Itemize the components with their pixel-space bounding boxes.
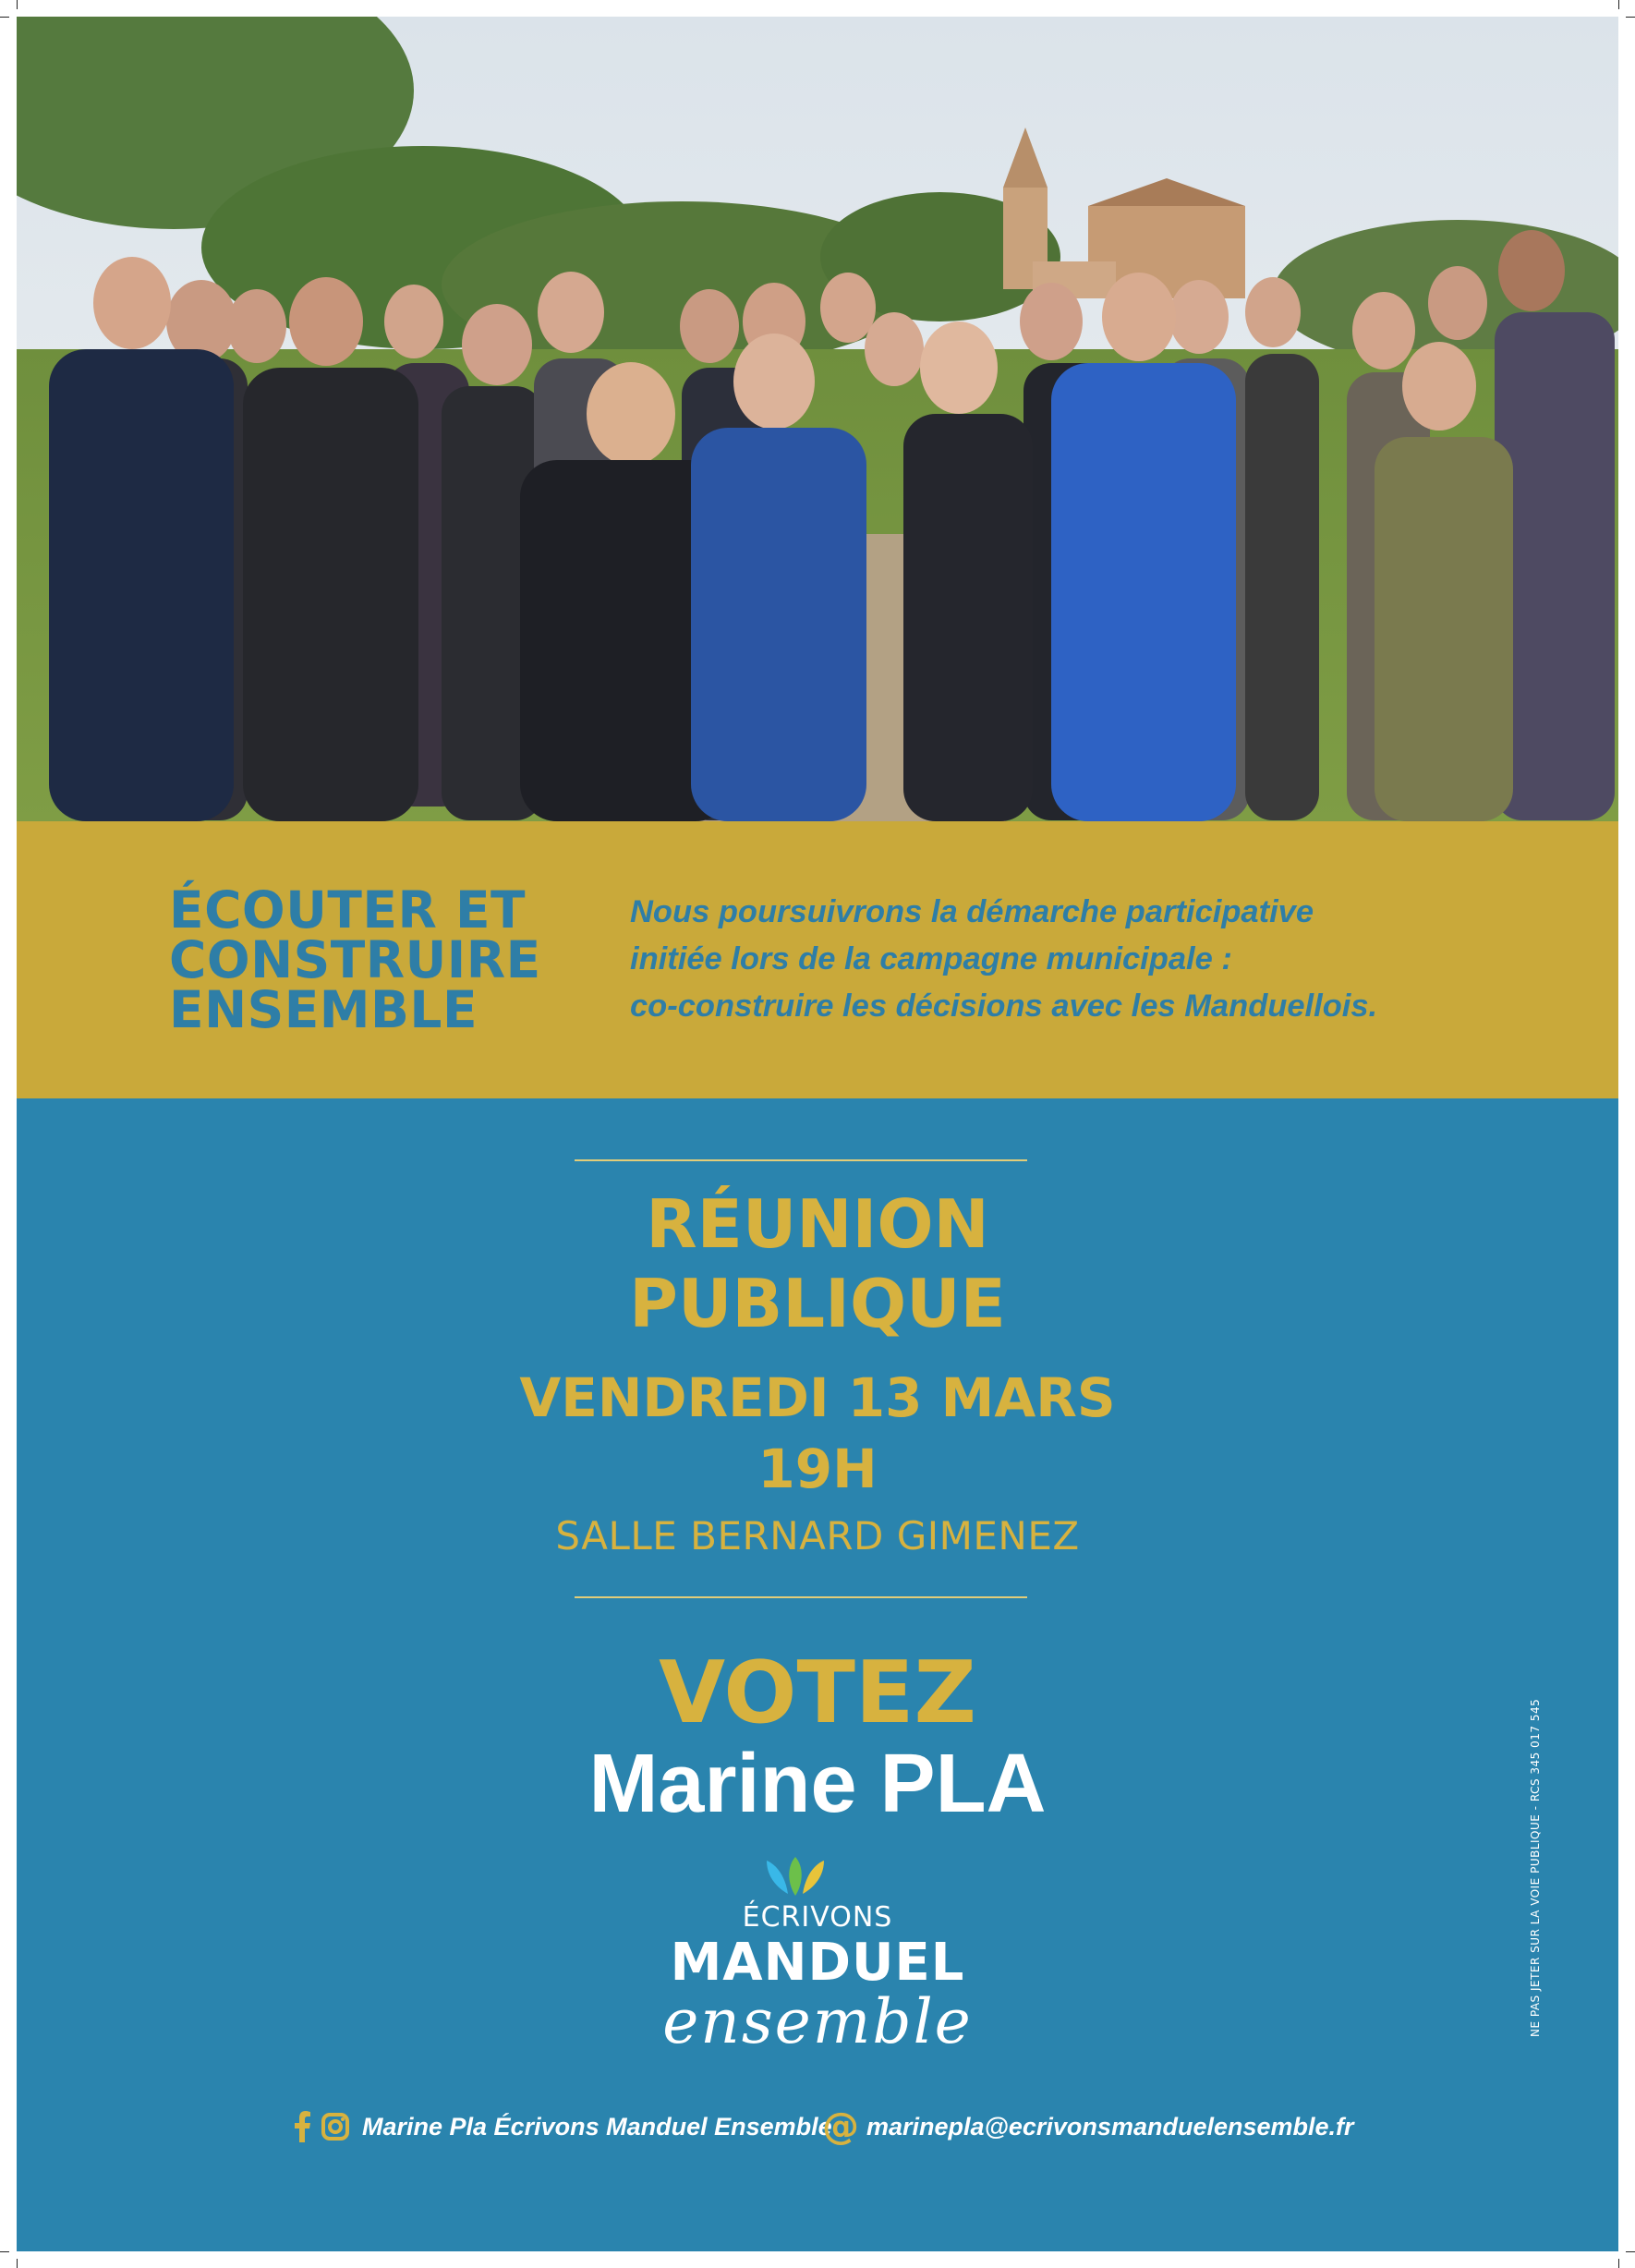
legal-notice	[1529, 1698, 1553, 2038]
crop-mark	[1618, 0, 1619, 9]
footer-social	[292, 2108, 832, 2145]
candidate-name: Marine PLA	[588, 1738, 1047, 1830]
crop-mark	[0, 17, 9, 18]
logo-line2: MANDUEL	[670, 1933, 965, 1993]
crop-mark	[0, 2251, 9, 2252]
intro-line: Nous poursuivrons la démarche participative	[630, 894, 1314, 929]
heading-line: ENSEMBLE	[169, 980, 478, 1039]
facebook-icon[interactable]	[292, 2111, 312, 2142]
vote-label: VOTEZ	[659, 1643, 976, 1742]
email-link[interactable]: marinepla@ecrivonsmanduelensemble.fr	[866, 2112, 1354, 2141]
event-title-line1: RÉUNION	[646, 1185, 989, 1263]
group-photo	[17, 17, 1618, 821]
crop-mark	[17, 0, 18, 9]
event-venue: SALLE BERNARD GIMENEZ	[555, 1513, 1080, 1558]
divider-top	[575, 1159, 1027, 1161]
at-icon: @	[822, 2105, 859, 2148]
event-date: VENDREDI 13 MARS	[519, 1366, 1116, 1429]
instagram-icon[interactable]	[321, 2113, 349, 2141]
crop-mark	[1626, 17, 1635, 18]
footer-email	[822, 2105, 1354, 2148]
band-heading	[169, 880, 594, 1039]
three-petal-flower-icon	[757, 1855, 833, 1897]
legal-text: NE PAS JETER SUR LA VOIE PUBLIQUE - RCS 345 017 545	[1529, 1698, 1542, 2037]
crop-mark	[17, 2259, 18, 2268]
crop-mark	[1618, 2259, 1619, 2268]
social-page-name[interactable]: Marine Pla Écrivons Manduel Ensemble	[362, 2112, 832, 2141]
heading-line: CONSTRUIRE	[169, 930, 541, 989]
event-time: 19H	[757, 1437, 878, 1500]
intro-line: co-construire les décisions avec les Manduellois.	[630, 988, 1378, 1024]
band-intro-text	[630, 889, 1609, 1030]
logo-line1: ÉCRIVONS	[742, 1901, 893, 1934]
divider-bottom	[575, 1596, 1027, 1598]
intro-line: initiée lors de la campagne municipale :	[630, 941, 1232, 976]
logo-line3: ensemble	[662, 1986, 973, 2057]
heading-line: ÉCOUTER ET	[169, 880, 527, 940]
event-title-line2: PUBLIQUE	[629, 1265, 1006, 1342]
crop-mark	[1626, 2251, 1635, 2252]
